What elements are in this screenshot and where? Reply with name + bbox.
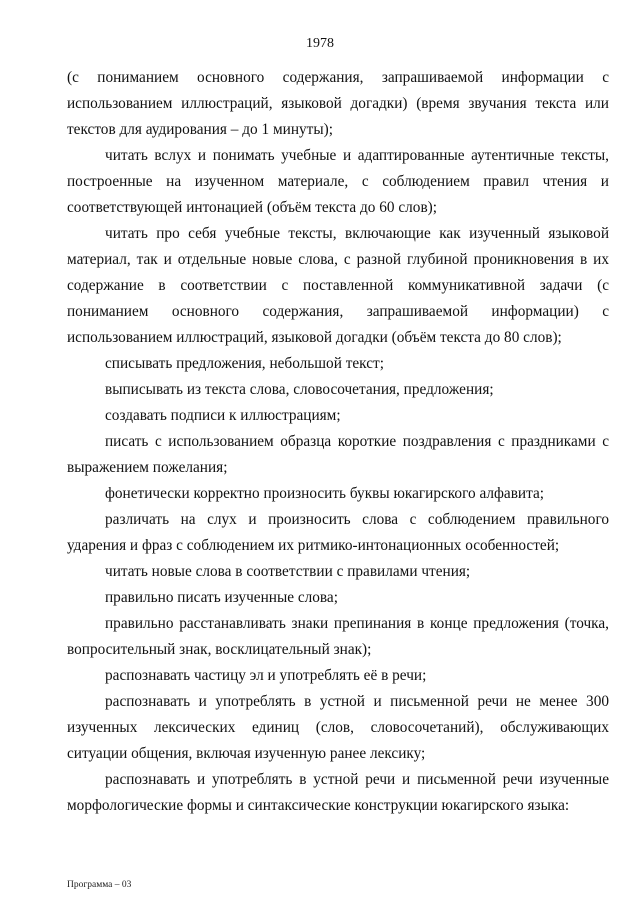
paragraph-write-out-words: выписывать из текста слова, словосочетания, предложения; xyxy=(105,381,494,398)
paragraph-captions: создавать подписи к иллюстрациям; xyxy=(105,407,341,424)
page-footer: Программа – 03 xyxy=(67,880,132,890)
paragraph-read-aloud: читать вслух и понимать учебные и адаптированные аутентичные тексты, построенные на изученном материале, с соблюдением правил чтения и соответствующей интонацией (объём текста до 60 слов); xyxy=(67,147,609,216)
page-number: 1978 xyxy=(306,36,334,51)
paragraph-punctuation: правильно расстанавливать знаки препинания в конце предложения (точка, вопросительный знак, восклицательный знак); xyxy=(67,615,609,658)
page-body xyxy=(67,65,609,819)
paragraph-listening-continuation: (с пониманием основного содержания, запрашиваемой информации с использованием иллюстраций, языковой догадки) (время звучания текста или текстов для аудирования – до 1 минуты); xyxy=(67,69,609,138)
paragraph-read-silently: читать про себя учебные тексты, включающие как изученный языковой материал, так и отдельные новые слова, с разной глубиной проникновения в их содержание в соответствии с поставленной коммуникативной задачи (с пониманием основного содержания, запрашиваемой информации) с использованием иллюстраций, языковой догадки (объём текста до 80 слов); xyxy=(67,225,609,346)
paragraph-reading-rules: читать новые слова в соответствии с правилами чтения; xyxy=(105,563,471,580)
paragraph-copy-sentences: списывать предложения, небольшой текст; xyxy=(105,355,384,372)
paragraph-stress-intonation: различать на слух и произносить слова с соблюдением правильного ударения и фраз с соблюдением их ритмико-интонационных особенностей; xyxy=(67,511,609,554)
paragraph-alphabet-pronunciation: фонетически корректно произносить буквы юкагирского алфавита; xyxy=(105,485,545,502)
paragraph-lexical-units: распознавать и употреблять в устной и письменной речи не менее 300 изученных лексических единиц (слов, словосочетаний), обслуживающих ситуации общения, включая изученную ранее лексику; xyxy=(67,693,609,762)
paragraph-greetings: писать с использованием образца короткие поздравления с праздниками с выражением пожелания; xyxy=(67,433,609,476)
paragraph-morphology: распознавать и употреблять в устной речи и письменной речи изученные морфологические формы и синтаксические конструкции юкагирского языка: xyxy=(67,771,609,814)
paragraph-particle: распознавать частицу эл и употреблять её в речи; xyxy=(105,667,427,684)
paragraph-spelling: правильно писать изученные слова; xyxy=(105,589,338,606)
